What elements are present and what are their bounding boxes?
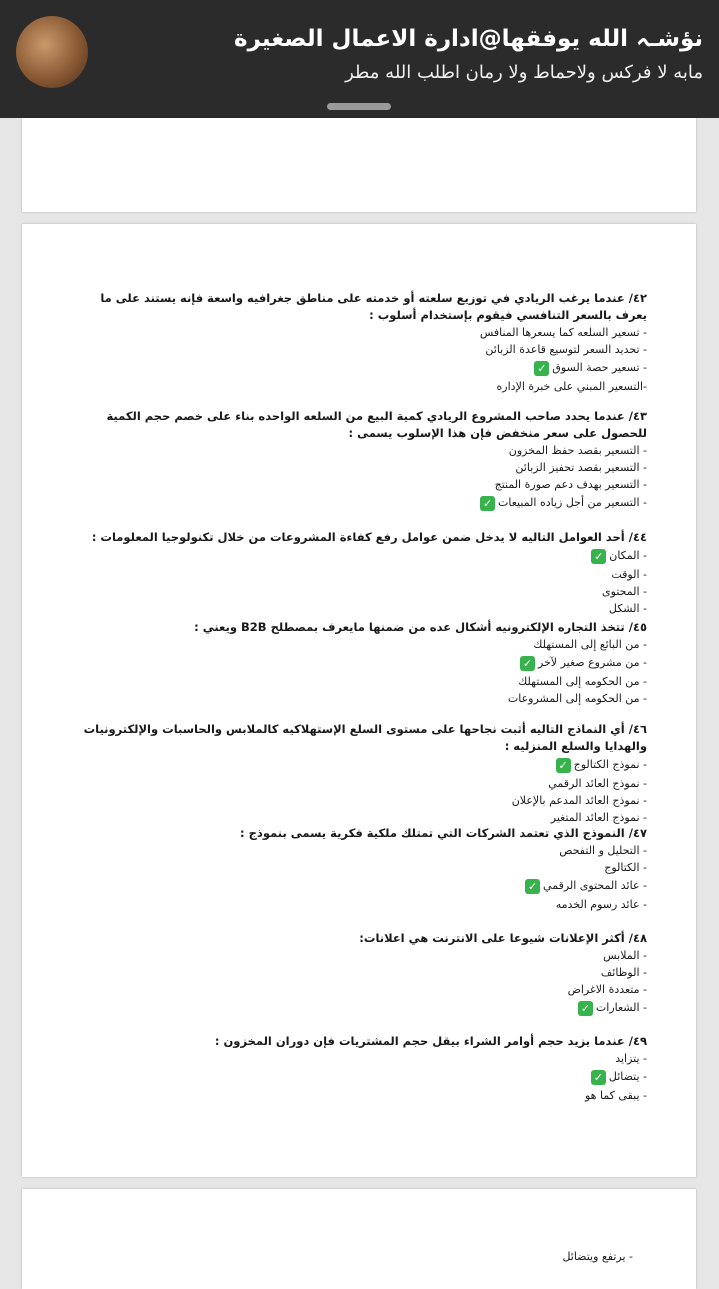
- document-page-1: [22, 118, 696, 212]
- question-text: ٤٤/ أحد العوامل التاليه لا يدخل ضمن عوامل رفع كفاءة المشروعات من خلال تكنولوجيا المعلومات :: [91, 530, 647, 544]
- answer-option: [82, 378, 647, 395]
- answer-option-label: - من مشروع صغير لآخر: [537, 656, 647, 669]
- answer-option: [82, 546, 647, 566]
- answer-option-label: - تسعير حصة السوق: [552, 361, 647, 374]
- answer-option-label: - نموذج العائد الرقمي: [548, 777, 647, 790]
- answer-option-label: - تحديد السعر لتوسيع قاعدة الزبائن: [485, 343, 647, 356]
- question-48: [82, 930, 647, 1018]
- answer-option: [82, 1087, 647, 1104]
- answer-option: [82, 476, 647, 493]
- answer-option-label: - عائد المحتوى الرقمي: [543, 879, 647, 892]
- answer-option-label: -التسعير المبني على خبرة الإداره: [496, 380, 647, 393]
- question-text: ٤٨/ أكثر الإعلانات شيوعا على الانترنت هي اعلانات:: [359, 931, 647, 945]
- answer-option-label: - الشكل: [608, 602, 647, 615]
- answer-option-label: - نموذج الكتالوج: [573, 758, 647, 771]
- answer-option: [82, 964, 647, 981]
- answer-option-label: - تسعير السلعه كما يسعرها المنافس: [479, 326, 647, 339]
- chat-subtitle: مابه لا فركس ولاحماط ولا رمان اطلب الله مطر: [345, 62, 703, 83]
- answer-option-label: - من الحكومه إلى المشروعات: [507, 692, 647, 705]
- check-mark-icon: ✓: [578, 1001, 593, 1016]
- answer-option-label: - نموذج العائد المدعم بالإعلان: [511, 794, 647, 807]
- answer-option: [82, 775, 647, 792]
- answer-option-label: - التسعير بهدف دعم صورة المنتج: [494, 478, 647, 491]
- answer-option-label: - الكتالوج: [604, 861, 647, 874]
- answer-option-label: - يتزايد: [615, 1052, 647, 1065]
- answer-option-label: - من الحكومه إلى المستهلك: [518, 675, 647, 688]
- answer-option-label: - الوقت: [611, 568, 647, 581]
- check-mark-icon: ✓: [534, 361, 549, 376]
- answer-option: [82, 755, 647, 775]
- answer-option: [82, 653, 647, 673]
- answer-option: [82, 896, 647, 913]
- answer-option-label: - المكان: [609, 549, 647, 562]
- check-mark-icon: ✓: [525, 879, 540, 894]
- answer-option-label: - الملابس: [603, 949, 647, 962]
- answer-option-label: - يبقى كما هو: [584, 1089, 647, 1102]
- answer-option: [82, 690, 647, 707]
- answer-option-label: - التحليل و التفحص: [559, 844, 647, 857]
- answer-option-label: - متعددة الاغراض: [567, 983, 647, 996]
- question-46: [82, 721, 647, 826]
- answer-option: [82, 1050, 647, 1067]
- question-text: ٤٢/ عندما يرغب الريادي في توزيع سلعته أو خدمته على مناطق جغرافيه واسعة فإنه يستند على ما يعرف بالسعر التنافسي فيقوم بإستخدام أسلوب :: [100, 291, 647, 322]
- question-47: [82, 825, 647, 913]
- answer-option-label: - المحتوى: [602, 585, 647, 598]
- answer-option: [82, 600, 647, 617]
- check-mark-icon: ✓: [591, 549, 606, 564]
- question-43: [82, 408, 647, 513]
- answer-option: [82, 493, 647, 513]
- answer-option-label: - من البائع إلى المستهلك: [533, 638, 647, 651]
- answer-option-label: - يتضائل: [608, 1070, 647, 1083]
- answer-option-label: - التسعير من أجل زياده المبيعات: [498, 496, 647, 509]
- chat-header: [0, 0, 719, 118]
- question-49: [82, 1033, 647, 1104]
- question-text: ٤٩/ عندما يزيد حجم أوامر الشراء بيقل حجم المشتريات فإن دوران المخزون :: [214, 1034, 647, 1048]
- answer-option-label: - الوظائف: [600, 966, 647, 979]
- answer-option: [82, 792, 647, 809]
- answer-option-label: - التسعير بقصد حفظ المخزون: [508, 444, 647, 457]
- answer-option: [82, 998, 647, 1018]
- check-mark-icon: ✓: [591, 1070, 606, 1085]
- question-text: ٤٥/ تتخذ التجاره الإلكترونيه أشكال عده من ضمنها مايعرف بمصطلح B2B ويعني :: [194, 620, 647, 634]
- drag-handle[interactable]: [327, 103, 391, 110]
- question-text: ٤٣/ عندما يحدد صاحب المشروع الريادي كمية البيع من السلعه الواحده بناء على خصم حجم الكمية للحصول على سعر منخفض فإن هذا الإسلوب يسمى :: [106, 409, 647, 440]
- answer-option-label: - التسعير بقصد تحفيز الزبائن: [515, 461, 647, 474]
- document-page-2: [22, 224, 696, 1177]
- question-text: ٤٧/ النموذج الذي تعتمد الشركات التي تمتلك ملكية فكرية يسمى بنموذج :: [240, 826, 647, 840]
- answer-option: [82, 358, 647, 378]
- answer-option: [82, 809, 647, 826]
- answer-option-label: - نموذج العائد المتغير: [550, 811, 647, 824]
- answer-option: [82, 583, 647, 600]
- answer-option: [82, 442, 647, 459]
- answer-option: [82, 947, 647, 964]
- answer-option: [82, 459, 647, 476]
- answer-option: [82, 673, 647, 690]
- question-45: [82, 619, 647, 707]
- answer-option: [82, 981, 647, 998]
- answer-option: [82, 876, 647, 896]
- answer-option: [82, 859, 647, 876]
- question-42: [82, 290, 647, 395]
- answer-option-label: - عائد رسوم الخدمه: [555, 898, 647, 911]
- answer-option: [82, 842, 647, 859]
- question-44: [82, 529, 647, 617]
- document-page-3: [22, 1189, 696, 1289]
- check-mark-icon: ✓: [520, 656, 535, 671]
- check-mark-icon: ✓: [480, 496, 495, 511]
- answer-option: [82, 636, 647, 653]
- answer-option-label: - الشعارات: [595, 1001, 647, 1014]
- answer-option: [82, 566, 647, 583]
- chat-title: نؤشـہ الله يوفقها@ادارة الاعمال الصغيرة: [234, 26, 703, 52]
- answer-option: [82, 1067, 647, 1087]
- avatar[interactable]: [16, 16, 88, 88]
- check-mark-icon: ✓: [556, 758, 571, 773]
- question-text: ٤٦/ أي النماذج التاليه أثبت نجاحها على مستوى السلع الإستهلاكيه كالملابس والحاسبات والإلكترونيات والهدايا والسلع المنزليه :: [83, 722, 647, 753]
- answer-option: [82, 324, 647, 341]
- answer-option: - يرتفع ويتضائل: [562, 1250, 633, 1263]
- answer-option: [82, 341, 647, 358]
